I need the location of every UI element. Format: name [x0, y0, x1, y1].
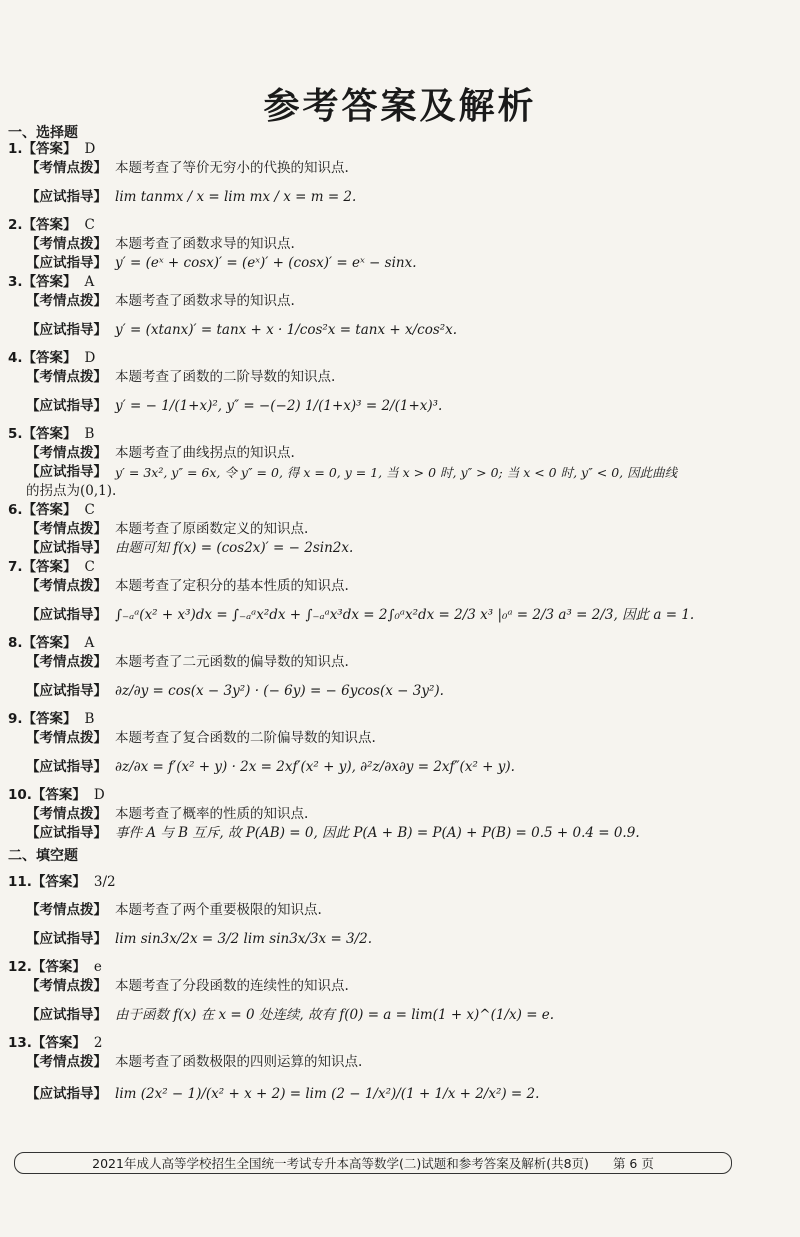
q2-guide: y′ = (eˣ + cosx)′ = (eˣ)′ + (cosx)′ = eˣ − sinx. — [115, 255, 417, 271]
q7-guide-row — [8, 596, 768, 634]
q3-answer-row — [8, 273, 768, 292]
guide-label: 【应试指导】 — [26, 321, 107, 338]
q13-answer-row — [8, 1034, 768, 1053]
q13-point: 本题考查了函数极限的四则运算的知识点. — [115, 1054, 363, 1070]
q12-answer-row — [8, 958, 768, 977]
q4-point-row — [8, 368, 768, 387]
q11-guide: lim sin3x/2x = 3/2 lim sin3x/3x = 3/2. — [115, 930, 373, 947]
q7-guide: ∫₋ₐᵃ(x² + x³)dx = ∫₋ₐᵃx²dx + ∫₋ₐᵃx³dx = 2∫₀ᵃx²dx = 2/3 x³ |₀ᵃ = 2/3 a³ = 2/3, 因此 a = 1. — [115, 606, 695, 623]
q8-guide-row — [8, 672, 768, 710]
q2-number: 2. — [8, 217, 23, 233]
q10-number: 10. — [8, 787, 32, 803]
q7-answer: C — [84, 559, 95, 575]
point-label: 【考情点拨】 — [26, 654, 107, 670]
q2-answer: C — [84, 217, 95, 233]
q7-point-row — [8, 577, 768, 596]
q7-point: 本题考查了定积分的基本性质的知识点. — [115, 578, 349, 594]
q12-point: 本题考查了分段函数的连续性的知识点. — [115, 978, 349, 994]
answer-content — [8, 120, 768, 1116]
q4-answer-row — [8, 349, 768, 368]
q6-number: 6. — [8, 502, 23, 518]
q3-guide: y′ = (xtanx)′ = tanx + x · 1/cos²x = tanx + x/cos²x. — [115, 321, 458, 338]
answer-label: 【答案】 — [31, 959, 86, 975]
q10-point-row — [8, 805, 768, 824]
answer-label: 【答案】 — [22, 635, 77, 651]
q2-point: 本题考查了函数求导的知识点. — [115, 236, 295, 252]
answer-label: 【答案】 — [22, 426, 77, 442]
q9-point: 本题考查了复合函数的二阶偏导数的知识点. — [115, 730, 376, 746]
q3-number: 3. — [8, 274, 23, 290]
q1-point-row — [8, 159, 768, 178]
guide-label: 【应试指导】 — [26, 1085, 107, 1102]
q12-point-row — [8, 977, 768, 996]
q2-guide-row — [8, 254, 768, 273]
q7-number: 7. — [8, 559, 23, 575]
answer-label: 【答案】 — [22, 711, 77, 727]
q9-guide: ∂z/∂x = f′(x² + y) · 2x = 2xf′(x² + y), ∂²z/∂x∂y = 2xf″(x² + y). — [115, 758, 515, 775]
q6-guide: 由题可知 f(x) = (cos2x)′ = − 2sin2x. — [115, 540, 354, 556]
answer-label: 【答案】 — [22, 502, 77, 518]
answer-label: 【答案】 — [22, 274, 77, 290]
q12-guide-row — [8, 996, 768, 1034]
q6-guide-row — [8, 539, 768, 558]
q1-number: 1. — [8, 141, 23, 157]
q8-guide: ∂z/∂y = cos(x − 3y²) · (− 6y) = − 6ycos(x − 3y²). — [115, 682, 444, 699]
footer-text: 2021年成人高等学校招生全国统一考试专升本高等数学(二)试题和参考答案及解析(共8页) — [92, 1156, 589, 1171]
q8-point: 本题考查了二元函数的偏导数的知识点. — [115, 654, 349, 670]
q5-number: 5. — [8, 426, 23, 442]
guide-label: 【应试指导】 — [26, 188, 107, 205]
point-label: 【考情点拨】 — [26, 902, 107, 918]
q12-number: 12. — [8, 959, 32, 975]
answer-label: 【答案】 — [22, 217, 77, 233]
page-number: 第 6 页 — [612, 1156, 654, 1171]
q3-point-row — [8, 292, 768, 311]
q8-number: 8. — [8, 635, 23, 651]
answer-label: 【答案】 — [31, 873, 86, 890]
q13-guide: lim (2x² − 1)/(x² + x + 2) = lim (2 − 1/x²)/(1 + 1/x + 2/x²) = 2. — [115, 1085, 540, 1102]
point-label: 【考情点拨】 — [26, 521, 107, 537]
q10-point: 本题考查了概率的性质的知识点. — [115, 806, 309, 822]
q1-guide-row — [8, 178, 768, 216]
q9-number: 9. — [8, 711, 23, 727]
q9-answer-row — [8, 710, 768, 729]
q4-guide-row — [8, 387, 768, 425]
q11-answer: 3/2 — [93, 873, 116, 890]
q10-answer: D — [93, 787, 105, 803]
q13-point-row — [8, 1053, 768, 1072]
point-label: 【考情点拨】 — [26, 160, 107, 176]
q11-answer-row — [8, 863, 768, 901]
q4-answer: D — [84, 350, 96, 366]
q6-answer: C — [84, 502, 95, 518]
q5-answer-row — [8, 425, 768, 444]
q4-guide: y′ = − 1/(1+x)², y″ = −(−2) 1/(1+x)³ = 2/(1+x)³. — [115, 397, 443, 414]
answer-label: 【答案】 — [31, 787, 86, 803]
guide-label: 【应试指导】 — [26, 464, 107, 480]
answer-label: 【答案】 — [22, 559, 77, 575]
q6-answer-row — [8, 501, 768, 520]
q6-point-row — [8, 520, 768, 539]
page-footer — [14, 1152, 732, 1174]
q1-guide: lim tanmx / x = lim mx / x = m = 2. — [115, 188, 357, 205]
q2-point-row — [8, 235, 768, 254]
point-label: 【考情点拨】 — [26, 806, 107, 822]
q3-answer: A — [84, 274, 95, 290]
q8-point-row — [8, 653, 768, 672]
q9-answer: B — [84, 711, 95, 727]
section-choice: 一、选择题 — [8, 125, 78, 141]
q5-guide: y′ = 3x², y″ = 6x, 令 y″ = 0, 得 x = 0, y = 1, 当 x > 0 时, y″ > 0; 当 x < 0 时, y″ < 0, 因此曲线 — [115, 465, 678, 480]
q6-point: 本题考查了原函数定义的知识点. — [115, 521, 309, 537]
point-label: 【考情点拨】 — [26, 445, 107, 461]
q9-guide-row — [8, 748, 768, 786]
guide-label: 【应试指导】 — [26, 540, 107, 556]
q11-number: 11. — [8, 873, 32, 890]
q5-answer: B — [84, 426, 95, 442]
point-label: 【考情点拨】 — [26, 293, 107, 309]
q3-guide-row — [8, 311, 768, 349]
q1-answer-row — [8, 140, 768, 159]
guide-label: 【应试指导】 — [26, 606, 107, 623]
q5-guide-continued: 的拐点为(0,1). — [26, 483, 117, 499]
guide-label: 【应试指导】 — [26, 255, 107, 271]
point-label: 【考情点拨】 — [26, 730, 107, 746]
point-label: 【考情点拨】 — [26, 978, 107, 994]
q7-answer-row — [8, 558, 768, 577]
q2-answer-row — [8, 216, 768, 235]
point-label: 【考情点拨】 — [26, 236, 107, 252]
answer-label: 【答案】 — [31, 1035, 86, 1051]
guide-label: 【应试指导】 — [26, 758, 107, 775]
q11-point-row — [8, 901, 768, 920]
q10-guide-row — [8, 824, 768, 843]
q11-guide-row — [8, 920, 768, 958]
q12-guide: 由于函数 f(x) 在 x = 0 处连续, 故有 f(0) = a = lim(1 + x)^(1/x) = e. — [115, 1006, 555, 1023]
q9-point-row — [8, 729, 768, 748]
q5-point-row — [8, 444, 768, 463]
guide-label: 【应试指导】 — [26, 825, 107, 841]
answer-label: 【答案】 — [22, 141, 77, 157]
q1-answer: D — [84, 141, 96, 157]
q10-guide: 事件 A 与 B 互斥, 故 P(AB) = 0, 因此 P(A + B) = P(A) + P(B) = 0.5 + 0.4 = 0.9. — [115, 825, 640, 841]
guide-label: 【应试指导】 — [26, 1006, 107, 1023]
q11-point: 本题考查了两个重要极限的知识点. — [115, 902, 322, 918]
q8-answer: A — [84, 635, 95, 651]
q5-guide-row — [8, 463, 768, 482]
guide-label: 【应试指导】 — [26, 930, 107, 947]
guide-label: 【应试指导】 — [26, 397, 107, 414]
q1-point: 本题考查了等价无穷小的代换的知识点. — [115, 160, 349, 176]
q8-answer-row — [8, 634, 768, 653]
q13-answer: 2 — [93, 1035, 103, 1051]
point-label: 【考情点拨】 — [26, 578, 107, 594]
q4-point: 本题考查了函数的二阶导数的知识点. — [115, 369, 336, 385]
answer-label: 【答案】 — [22, 350, 77, 366]
q4-number: 4. — [8, 350, 23, 366]
page-title: 参考答案及解析 — [263, 86, 537, 127]
q13-number: 13. — [8, 1035, 32, 1051]
q12-answer: e — [93, 959, 102, 975]
guide-label: 【应试指导】 — [26, 682, 107, 699]
q10-answer-row — [8, 786, 768, 805]
section-fill: 二、填空题 — [8, 848, 78, 864]
point-label: 【考情点拨】 — [26, 1054, 107, 1070]
q13-guide-row — [8, 1072, 768, 1116]
q5-point: 本题考查了曲线拐点的知识点. — [115, 445, 295, 461]
point-label: 【考情点拨】 — [26, 369, 107, 385]
q3-point: 本题考查了函数求导的知识点. — [115, 293, 295, 309]
